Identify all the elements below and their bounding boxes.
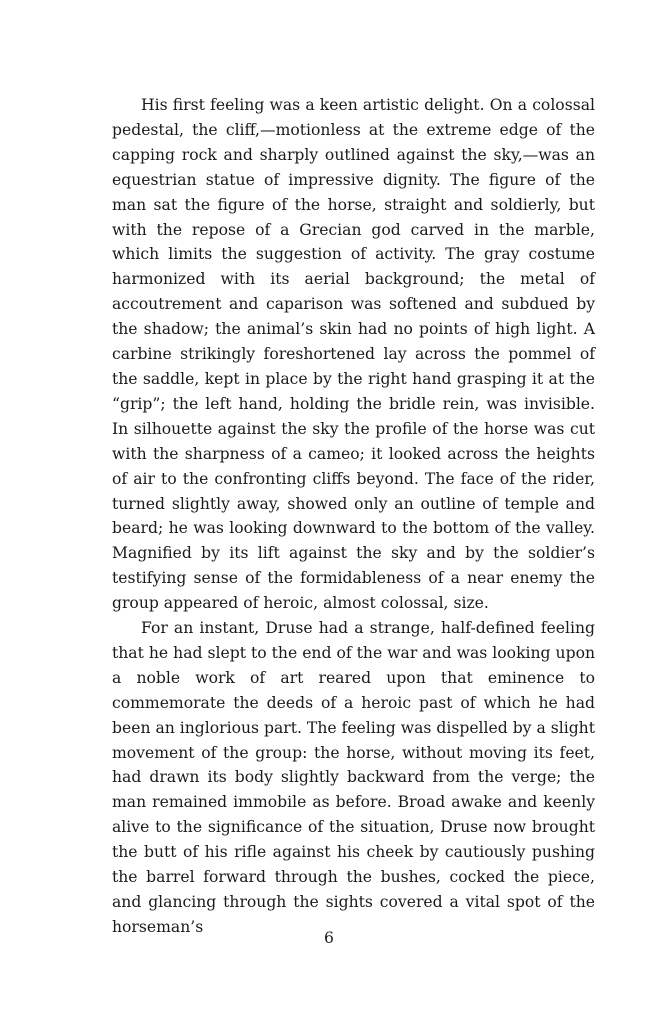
paragraph-1: His first feeling was a keen artistic delight. On a colossal pedestal, the cliff,—motionless at the extreme edge of the capping rock and sharply outlined against the sky,—was an equestrian statue of impressive dignity. The figure of the man sat the figure of the horse, straight and soldierly, but with the repose of a Grecian god carved in the marble, which limits the suggestion of activity. The gray costume harmonized with its aerial background; the metal of accoutrement and caparison was softened and subdued by the shadow; the animal’s skin had no points of high light. A carbine strikingly foreshortened lay across the pommel of the saddle, kept in place by the right hand grasping it at the “grip”; the left hand, holding the bridle rein, was invisible. In silhouette against the sky the profile of the horse was cut with the sharpness of a cameo; it looked across the heights of air to the confronting cliffs beyond. The face of the rider, turned slightly away, showed only an outline of temple and beard; he was looking downward to the bottom of the valley. Magnified by its lift against the sky and by the soldier’s testifying sense of the formidableness of a near enemy the group appeared of heroic, almost colossal, size. (112, 96, 595, 613)
page-body (112, 93, 595, 940)
page-number: 6 (324, 929, 334, 947)
paragraph-2: For an instant, Druse had a strange, half-defined feeling that he had slept to the end of the war and was looking upon a noble work of art reared upon that eminence to commemorate the deeds of a heroic past of which he had been an inglorious part. The feeling was dispelled by a slight movement of the group: the horse, without moving its feet, had drawn its body slightly backward from the verge; the man remained immobile as before. Broad awake and keenly alive to the significance of the situation, Druse now brought the butt of his rifle against his cheek by cautiously pushing the barrel forward through the bushes, cocked the piece, and glancing through the sights covered a vital spot of the horseman’s (112, 619, 595, 936)
